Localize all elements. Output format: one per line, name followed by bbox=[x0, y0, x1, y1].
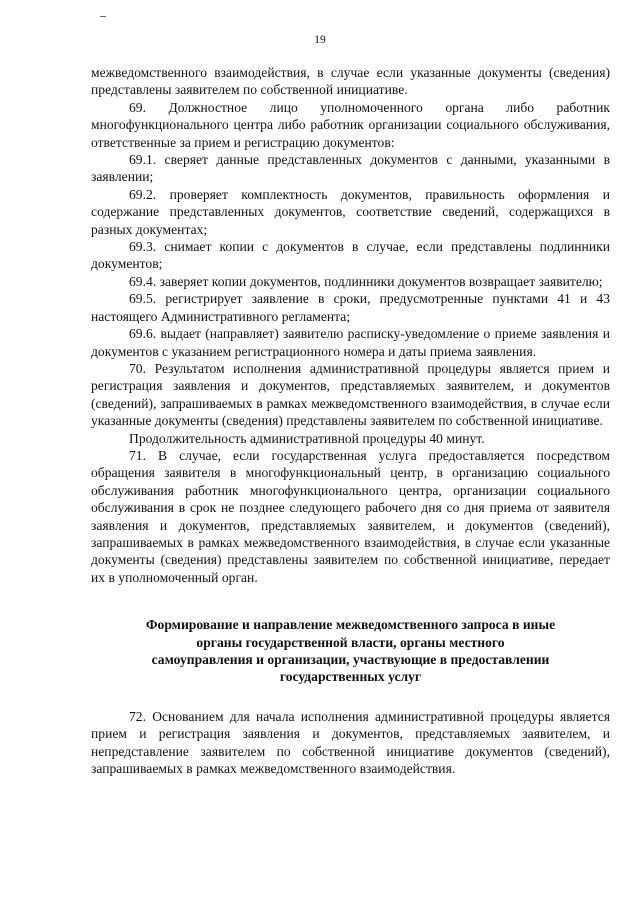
spacer bbox=[91, 686, 610, 708]
heading-line: самоуправления и организации, участвующие в предоставлении bbox=[151, 652, 550, 667]
heading-line: органы государственной власти, органы местного bbox=[196, 634, 505, 650]
paragraph: 69. Должностное лицо уполномоченного органа либо работник многофункционального центра либо работник организации социального обслуживания, ответственные за прием и регистрацию документов: bbox=[91, 99, 610, 150]
scan-mark bbox=[100, 16, 106, 17]
paragraph: 69.6. выдает (направляет) заявителю расписку-уведомление о приеме заявления и документов с указанием регистрационного номера и даты приема заявления. bbox=[91, 326, 610, 359]
heading-line: Формирование и направление межведомственного запроса в иные bbox=[145, 617, 556, 633]
paragraph: 71. В случае, если государственная услуга предоставляется посредством обращения заявителя в многофункциональный центр, в организацию социального обслуживания работник многофункционального центра, организации социального обслуживания в срок не позднее следующего рабочего дня со дня приема от заявителя заявления и документов, представляемых заявителем, и документов (сведений), запрашиваемых в рамках межведомственного взаимодействия, в случае если указанные документы (сведения) представлены заявителем по собственной инициативе, передает их в уполномоченный орган. bbox=[91, 447, 610, 585]
paragraph: 69.3. снимает копии с документов в случае, если представлены подлинники документов; bbox=[91, 239, 610, 272]
paragraph: 69.4. заверяет копии документов, подлинники документов возвращает заявителю; bbox=[129, 273, 603, 289]
paragraph: 69.1. сверяет данные представленных документов с данными, указанными в заявлении; bbox=[91, 152, 610, 185]
paragraph: 69.5. регистрирует заявление в сроки, предусмотренные пунктами 41 и 43 настоящего Административного регламента; bbox=[91, 291, 610, 324]
section-heading bbox=[91, 616, 610, 686]
page-number: 19 bbox=[314, 34, 326, 46]
paragraph: 72. Основанием для начала исполнения административной процедуры является прием и регистрация заявления и документов, представляемых заявителем, и непредставление заявителем по собственной инициативе документов (сведений), запрашиваемых в рамках межведомственного взаимодействия. bbox=[91, 708, 610, 777]
paragraph: Продолжительность административной процедуры 40 минут. bbox=[129, 430, 485, 446]
paragraph: межведомственного взаимодействия, в случае если указанные документы (сведения) представлены заявителем по собственной инициативе. bbox=[91, 65, 610, 98]
heading-line: государственных услуг bbox=[279, 669, 422, 685]
document-body bbox=[91, 64, 610, 777]
paragraph: 69.2. проверяет комплектность документов, правильность оформления и содержание представленных документов, соответствие сведений, содержащихся в разных документах; bbox=[91, 186, 610, 237]
paragraph: 70. Результатом исполнения административной процедуры является прием и регистрация заявления и документов, представляемых заявителем, и документов (сведений), запрашиваемых в рамках межведомственного взаимодействия, в случае если указанные документы (сведения) представлены заявителем по собственной инициативе. bbox=[91, 360, 610, 429]
